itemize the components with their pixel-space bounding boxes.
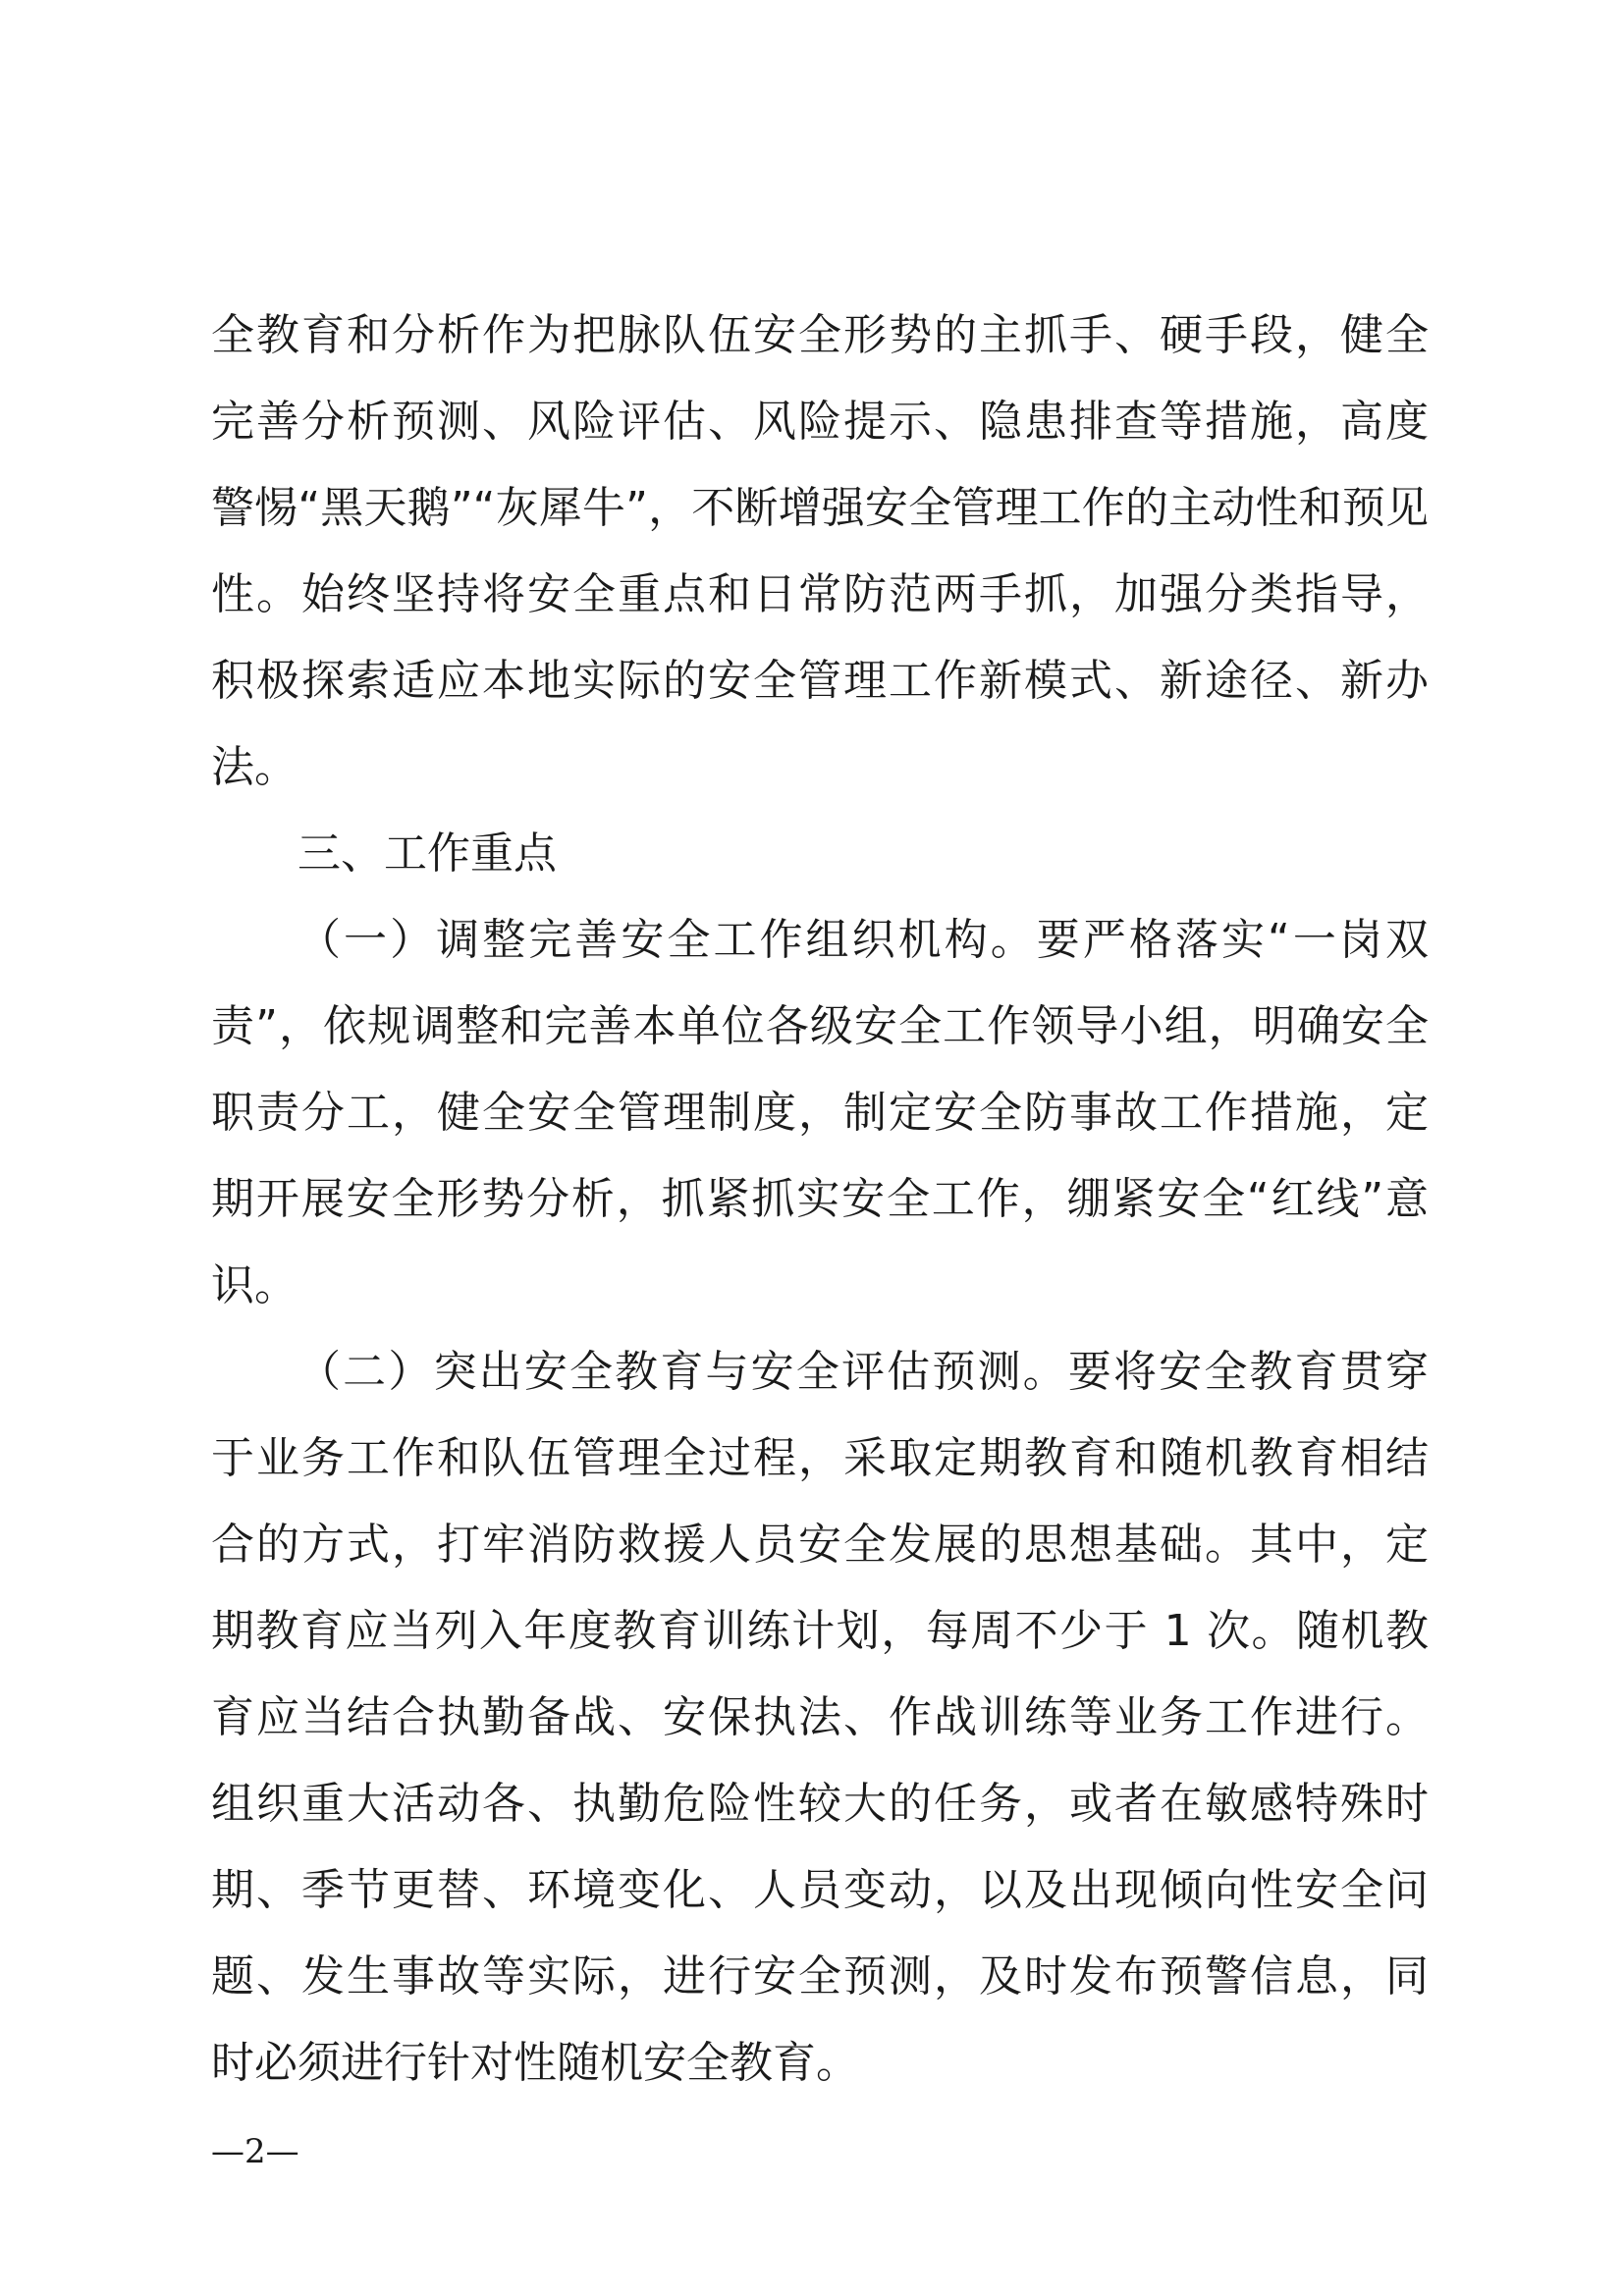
body-text-line: 性。始终坚持将安全重点和日常防范两手抓，加强分类指导， (211, 569, 1429, 619)
body-text-line: 积极探索适应本地实际的安全管理工作新模式、新途径、新办 (211, 656, 1429, 706)
body-text-line: 题、发生事故等实际，进行安全预测，及时发布预警信息，同 (211, 1951, 1429, 2002)
page-number: —2— (211, 2132, 299, 2171)
body-text-line: 时必须进行针对性随机安全教育。 (211, 2038, 859, 2088)
body-text-line: 完善分析预测、风险评估、风险提示、隐患排查等措施，高度 (211, 397, 1429, 447)
body-text-line: 期开展安全形势分析，抓紧抓实安全工作，绷紧安全“红线”意 (211, 1174, 1429, 1224)
body-text-line: 识。 (211, 1260, 298, 1310)
body-text-line: 法。 (211, 742, 298, 792)
body-text-line: 组织重大活动各、执勤危险性较大的任务，或者在敏感特殊时 (211, 1779, 1429, 1829)
section-heading: 三、工作重点 (298, 828, 557, 879)
body-text-line: 职责分工，健全安全管理制度，制定安全防事故工作措施，定 (211, 1088, 1429, 1138)
body-text-line: 警惕“黑天鹅”“灰犀牛”，不断增强安全管理工作的主动性和预见 (211, 483, 1429, 533)
body-text-line: 于业务工作和队伍管理全过程，采取定期教育和随机教育相结 (211, 1433, 1429, 1483)
body-text-line: 期教育应当列入年度教育训练计划，每周不少于 1 次。随机教 (211, 1606, 1429, 1656)
subsection-heading-1: （一）调整完善安全工作组织机构。要严格落实“一岗双 (298, 915, 1429, 965)
body-text-line: 责”，依规调整和完善本单位各级安全工作领导小组，明确安全 (211, 1001, 1429, 1051)
body-text-line: 育应当结合执勤备战、安保执法、作战训练等业务工作进行。 (211, 1692, 1429, 1742)
body-text-line: 全教育和分析作为把脉队伍安全形势的主抓手、硬手段，健全 (211, 310, 1429, 360)
body-text-line: 合的方式，打牢消防救援人员安全发展的思想基础。其中，定 (211, 1520, 1429, 1570)
subsection-heading-2: （二）突出安全教育与安全评估预测。要将安全教育贯穿 (298, 1347, 1429, 1397)
body-text-line: 期、季节更替、环境变化、人员变动，以及出现倾向性安全问 (211, 1865, 1429, 1915)
